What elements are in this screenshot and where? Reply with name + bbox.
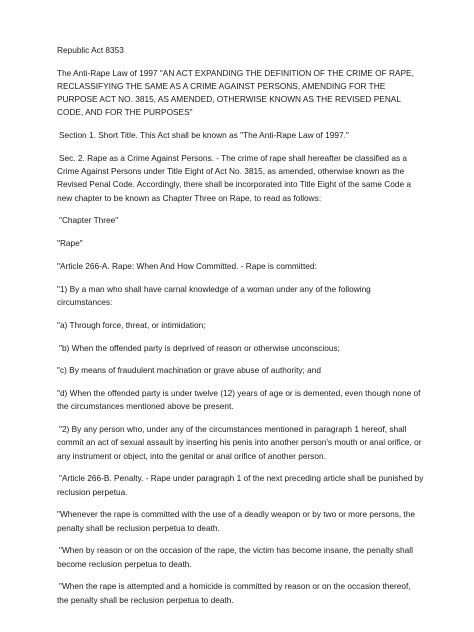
clause-d: "d) When the offended party is under twelve (12) years of age or is demented, even though none of the circumstances mentioned above be present. <box>57 388 421 412</box>
deadly-weapon-paragraph: "Whenever the rape is committed with the use of a deadly weapon or by two or more persons, the penalty shall be reclusion perpetua to death. <box>57 509 416 533</box>
clause-a: "a) Through force, threat, or intimidation; <box>57 319 206 330</box>
act-title-paragraph: The Anti-Rape Law of 1997 "AN ACT EXPANDING THE DEFINITION OF THE CRIME OF RAPE, RECLASSIFYING THE SAME AS A CRIME AGAINST PERSONS, AMENDING FOR THE PURPOSE ACT NO. 3815, AS AMENDED, OTHERWISE KNOWN AS THE REVISED PENAL CODE, AND FOR THE PURPOSES" <box>57 67 414 118</box>
attempted-rape-homicide-paragraph: "When the rape is attempted and a homicide is committed by reason or on the occasion thereof, the penalty shall be reclusion perpetua to death. <box>57 581 411 605</box>
section-2-paragraph: Sec. 2. Rape as a Crime Against Persons. - The crime of rape shall hereafter be classified as a Crime Against Persons under Title Eight of Act No. 3815, as amended, otherwise known as the Revised Penal Code. Accordingly, there shall be incorporated into Title Eight of the same Code a new chapter to be known as Chapter Three on Rape, to read as follows: <box>57 153 412 203</box>
paragraph-1-intro: "1) By a man who shall have carnal knowledge of a woman under any of the following circumstances: <box>57 283 371 307</box>
victim-insane-paragraph: "When by reason or on the occasion of the rape, the victim has become insane, the penalty shall become reclusion perpetua to death. <box>57 545 413 569</box>
section-1-paragraph: Section 1. Short Title. This Act shall be known as "The Anti-Rape Law of 1997." <box>59 130 349 141</box>
act-heading: Republic Act 8353 <box>57 45 124 55</box>
article-266b-paragraph: "Article 266-B. Penalty. - Rape under paragraph 1 of the next preceding article shall be punished by reclusion perpetua. <box>57 473 424 497</box>
clause-c: "c) By means of fraudulent machination or grave abuse of authority; and <box>57 365 321 376</box>
article-266a-heading: "Article 266-A. Rape: When And How Committed. - Rape is committed: <box>57 261 317 271</box>
chapter-heading: "Chapter Three" <box>59 215 119 226</box>
paragraph-2: "2) By any person who, under any of the circumstances mentioned in paragraph 1 hereof, shall commit an act of sexual assault by inserting his penis into another person's mouth or anal orifice, or any instrument or object, into the genital or anal orifice of another person. <box>57 424 422 461</box>
clause-b: "b) When the offended party is deprived of reason or otherwise unconscious; <box>59 342 340 353</box>
chapter-title: "Rape" <box>57 238 83 249</box>
